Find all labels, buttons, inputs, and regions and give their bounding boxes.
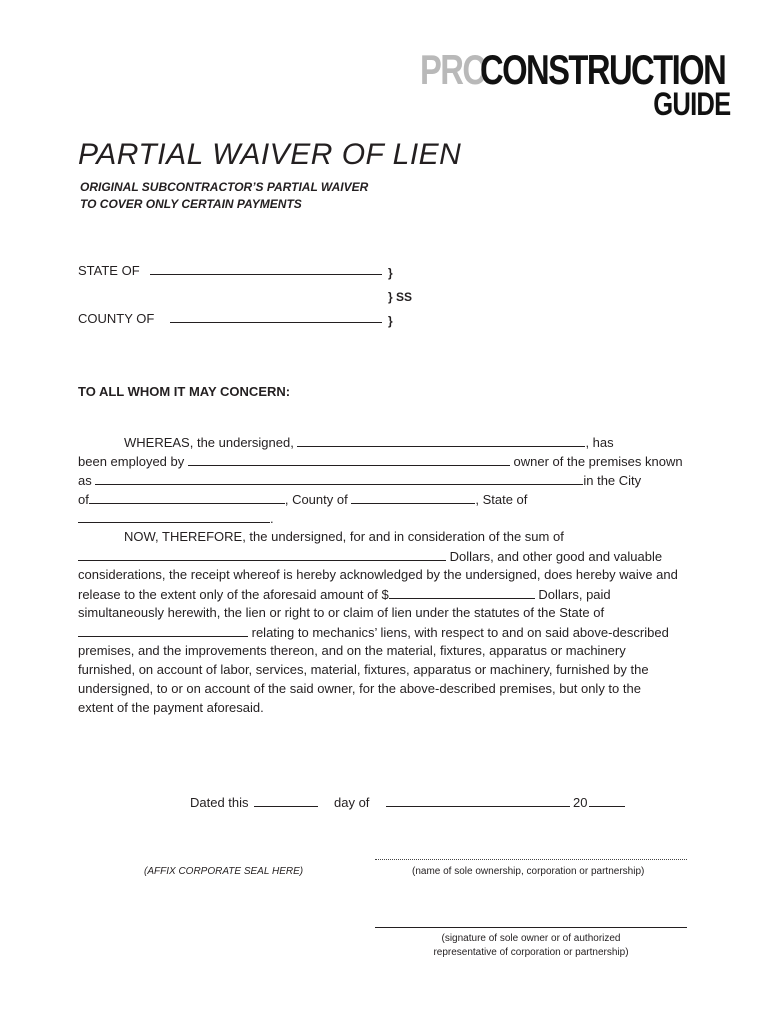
logo-pro-text: PRO: [420, 46, 487, 93]
sum-words-field[interactable]: [78, 548, 446, 561]
city-county-state-line: [78, 491, 527, 508]
venue-brace-top: }: [388, 266, 393, 280]
signature-caption-line1: (signature of sole owner or of authorized: [441, 933, 621, 944]
furnished-line: furnished, on account of labor, services, material, fixtures, apparatus or machinery, furnished by the: [78, 662, 649, 677]
venue-ss: } SS: [388, 290, 413, 304]
name-caption: (name of sole ownership, corporation or partnership): [412, 866, 645, 877]
state-of-text: , State of: [475, 492, 528, 507]
release-line: [78, 586, 611, 603]
corporate-seal-label: (AFFIX CORPORATE SEAL HERE): [144, 866, 304, 877]
year-field[interactable]: [589, 806, 625, 807]
as-text: as: [78, 473, 92, 488]
undersigned-name-field[interactable]: [297, 434, 585, 447]
state-line: [78, 510, 274, 527]
owner-known-text: owner of the premises known: [513, 454, 683, 469]
logo-guide-text: GUIDE: [652, 86, 730, 122]
premises-field[interactable]: [95, 472, 583, 485]
extent-line: extent of the payment aforesaid.: [78, 700, 264, 715]
dollars-other-text: Dollars, and other good and valuable: [449, 549, 663, 564]
simultaneously-line: simultaneously herewith, the lien or right to or claim of lien under the statutes of the State of: [78, 605, 605, 620]
undersigned-line: undersigned, to or on account of the said owner, for the above-described premises, but only to the: [78, 681, 641, 696]
amount-field[interactable]: [389, 586, 535, 599]
of-text: of: [78, 492, 89, 507]
in-the-city-text: in the City: [583, 473, 642, 488]
employer-field[interactable]: [188, 453, 510, 466]
venue-brace-bottom: }: [388, 314, 393, 328]
county-of-text: , County of: [284, 492, 348, 507]
dated-this-text: Dated this: [190, 795, 249, 810]
signature-field[interactable]: [375, 927, 687, 928]
year-prefix-text: 20: [573, 795, 588, 810]
premises-line: [78, 472, 641, 489]
dollars-paid-text: Dollars, paid: [538, 587, 611, 602]
considerations-line: considerations, the receipt whereof is hereby acknowledged by the undersigned, does hereby waive and: [78, 567, 678, 582]
county-field[interactable]: [351, 491, 475, 504]
name-of-ownership-field[interactable]: [375, 859, 687, 860]
release-to-text: release to the extent only of the aforesaid amount of $: [78, 587, 389, 602]
document-subtitle-line2: TO COVER ONLY CERTAIN PAYMENTS: [80, 197, 302, 211]
document-title: PARTIAL WAIVER OF LIEN: [78, 138, 462, 171]
period-text: .: [270, 511, 274, 526]
relating-line: [78, 624, 669, 641]
city-field[interactable]: [89, 491, 285, 504]
proconstruction-guide-logo: [420, 46, 732, 122]
whereas-text: WHEREAS, the undersigned,: [124, 435, 294, 450]
county-of-label: COUNTY OF: [78, 311, 155, 326]
document-subtitle-line1: ORIGINAL SUBCONTRACTOR’S PARTIAL WAIVER: [80, 180, 369, 194]
premises-improvements-line: premises, and the improvements thereon, and on the material, fixtures, apparatus or machinery: [78, 643, 626, 658]
sum-line: [78, 548, 662, 565]
county-of-field[interactable]: [170, 322, 382, 323]
relating-text: relating to mechanics’ liens, with respect to and on said above-described: [251, 625, 669, 640]
state-field[interactable]: [78, 510, 270, 523]
signature-caption-line2: representative of corporation or partnership): [433, 947, 629, 958]
whereas-line: [124, 434, 614, 451]
state-of-field[interactable]: [150, 274, 382, 275]
has-text: , has: [585, 435, 614, 450]
month-field[interactable]: [386, 806, 570, 807]
day-field[interactable]: [254, 806, 318, 807]
employed-by-line: [78, 453, 683, 470]
now-therefore-line: NOW, THEREFORE, the undersigned, for and in consideration of the sum of: [124, 529, 564, 544]
been-employed-by-text: been employed by: [78, 454, 185, 469]
statute-state-field[interactable]: [78, 624, 248, 637]
day-of-text: day of: [334, 795, 370, 810]
state-of-label: STATE OF: [78, 263, 140, 278]
logo-construction-text: CONSTRUCTION: [480, 46, 726, 93]
to-whom-greeting: TO ALL WHOM IT MAY CONCERN:: [78, 384, 291, 399]
signature-caption: [375, 932, 687, 960]
